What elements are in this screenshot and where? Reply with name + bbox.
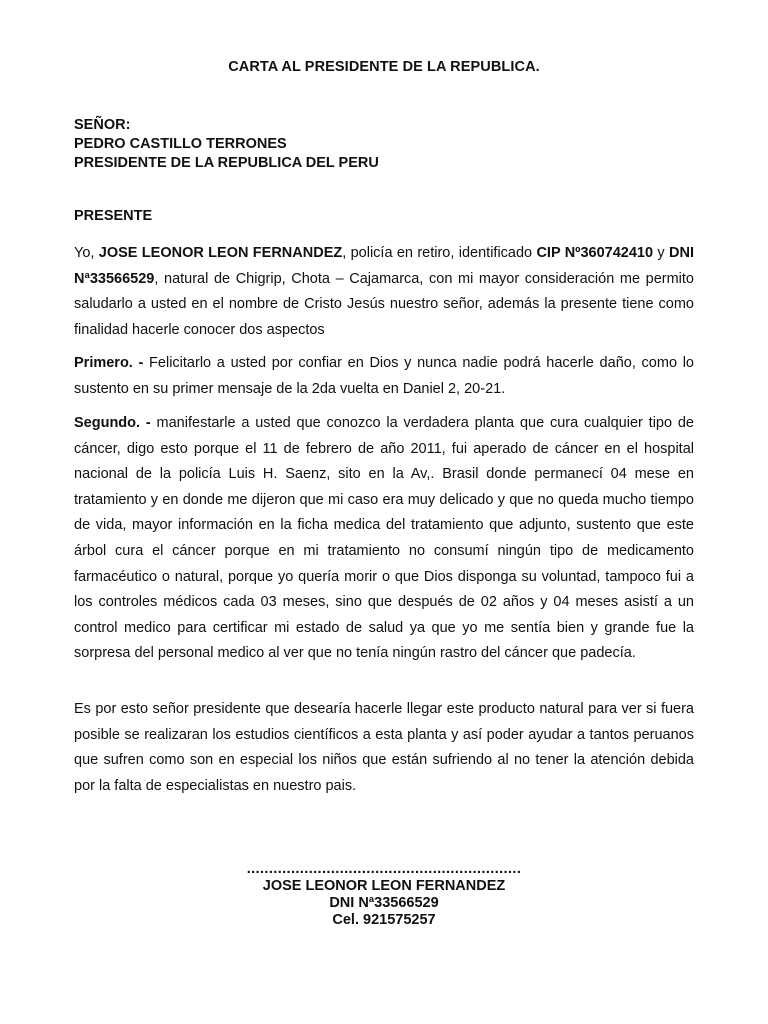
letter-title: CARTA AL PRESIDENTE DE LA REPUBLICA.	[228, 59, 540, 75]
intro-text-1: Yo,	[74, 245, 99, 261]
greeting: PRESENTE	[74, 208, 153, 224]
intro-text-2: , policía en retiro, identificado	[342, 245, 537, 261]
second-point-text: manifestarle a usted que conozco la verdadera planta que cura cualquier tipo de cáncer, digo esto porque el 11 de febrero de año 2011, fui aperado de cáncer en el hospital nacional de la policía Luis H. Saenz, sito en la Av,. Brasil donde permanecí 04 mese en tratamiento y en donde me dijeron que mi caso era muy delicado y que no queda mucho tiempo de vida, mayor información en la ficha medica del tratamiento que adjunto, sustento que este árbol cura el cáncer porque en mi tratamiento no consumí ningún tipo de medicamento farmacéutico o natural, porque yo quería morir o que Dios disponga su voluntad, tampoco fui a los controles médicos cada 03 meses, sino que después de 02 años y 04 meses asistí a un control medico para certificar mi estado de salud ya que yo me sentía bien y grande fue la sorpresa del personal medico al ver que no tenía ningún rastro del cáncer que padecía.	[74, 415, 694, 662]
second-point-paragraph	[74, 411, 694, 667]
addressee-name: PEDRO CASTILLO TERRONES	[74, 136, 287, 152]
first-point-label: Primero. -	[74, 355, 144, 371]
signature-line: ..............................................................	[246, 862, 522, 877]
intro-paragraph	[74, 241, 694, 343]
addressee-block	[74, 116, 379, 173]
sender-name: JOSE LEONOR LEON FERNANDEZ	[98, 245, 343, 261]
first-point-text: Felicitarlo a usted por confiar en Dios y nunca nadie podrá hacerle daño, como lo sustento en su primer mensaje de la 2da vuelta en Daniel 2, 20-21.	[74, 355, 694, 397]
signature-phone: Cel. 921575257	[332, 912, 436, 928]
cip-number: CIP Nº360742410	[536, 245, 654, 261]
first-point-paragraph	[74, 351, 694, 402]
intro-text-4: , natural de Chigrip, Chota – Cajamarca, con mi mayor consideración me permito saludarlo a usted en el nombre de Cristo Jesús nuestro señor, además la presente tiene como finalidad hacerle conocer dos aspectos	[74, 270, 694, 338]
dni-number: DNI Nª33566529	[74, 245, 694, 287]
signature-block	[0, 862, 768, 929]
intro-text-3: y	[653, 245, 670, 261]
closing-paragraph: Es por esto señor presidente que desearía hacerle llegar este producto natural para ver si fuera posible se realizaran los estudios científicos a esta planta y así poder ayudar a tantos peruanos que sufren como son en especial los niños que están sufriendo al no tener la atención debida por la falta de especialistas en nuestro pais.	[74, 701, 694, 794]
signature-name: JOSE LEONOR LEON FERNANDEZ	[262, 878, 506, 894]
signature-dni: DNI Nª33566529	[329, 895, 439, 911]
addressee-salutation: SEÑOR:	[74, 117, 131, 133]
addressee-position: PRESIDENTE DE LA REPUBLICA DEL PERU	[74, 155, 379, 171]
second-point-label: Segundo. -	[74, 415, 151, 431]
